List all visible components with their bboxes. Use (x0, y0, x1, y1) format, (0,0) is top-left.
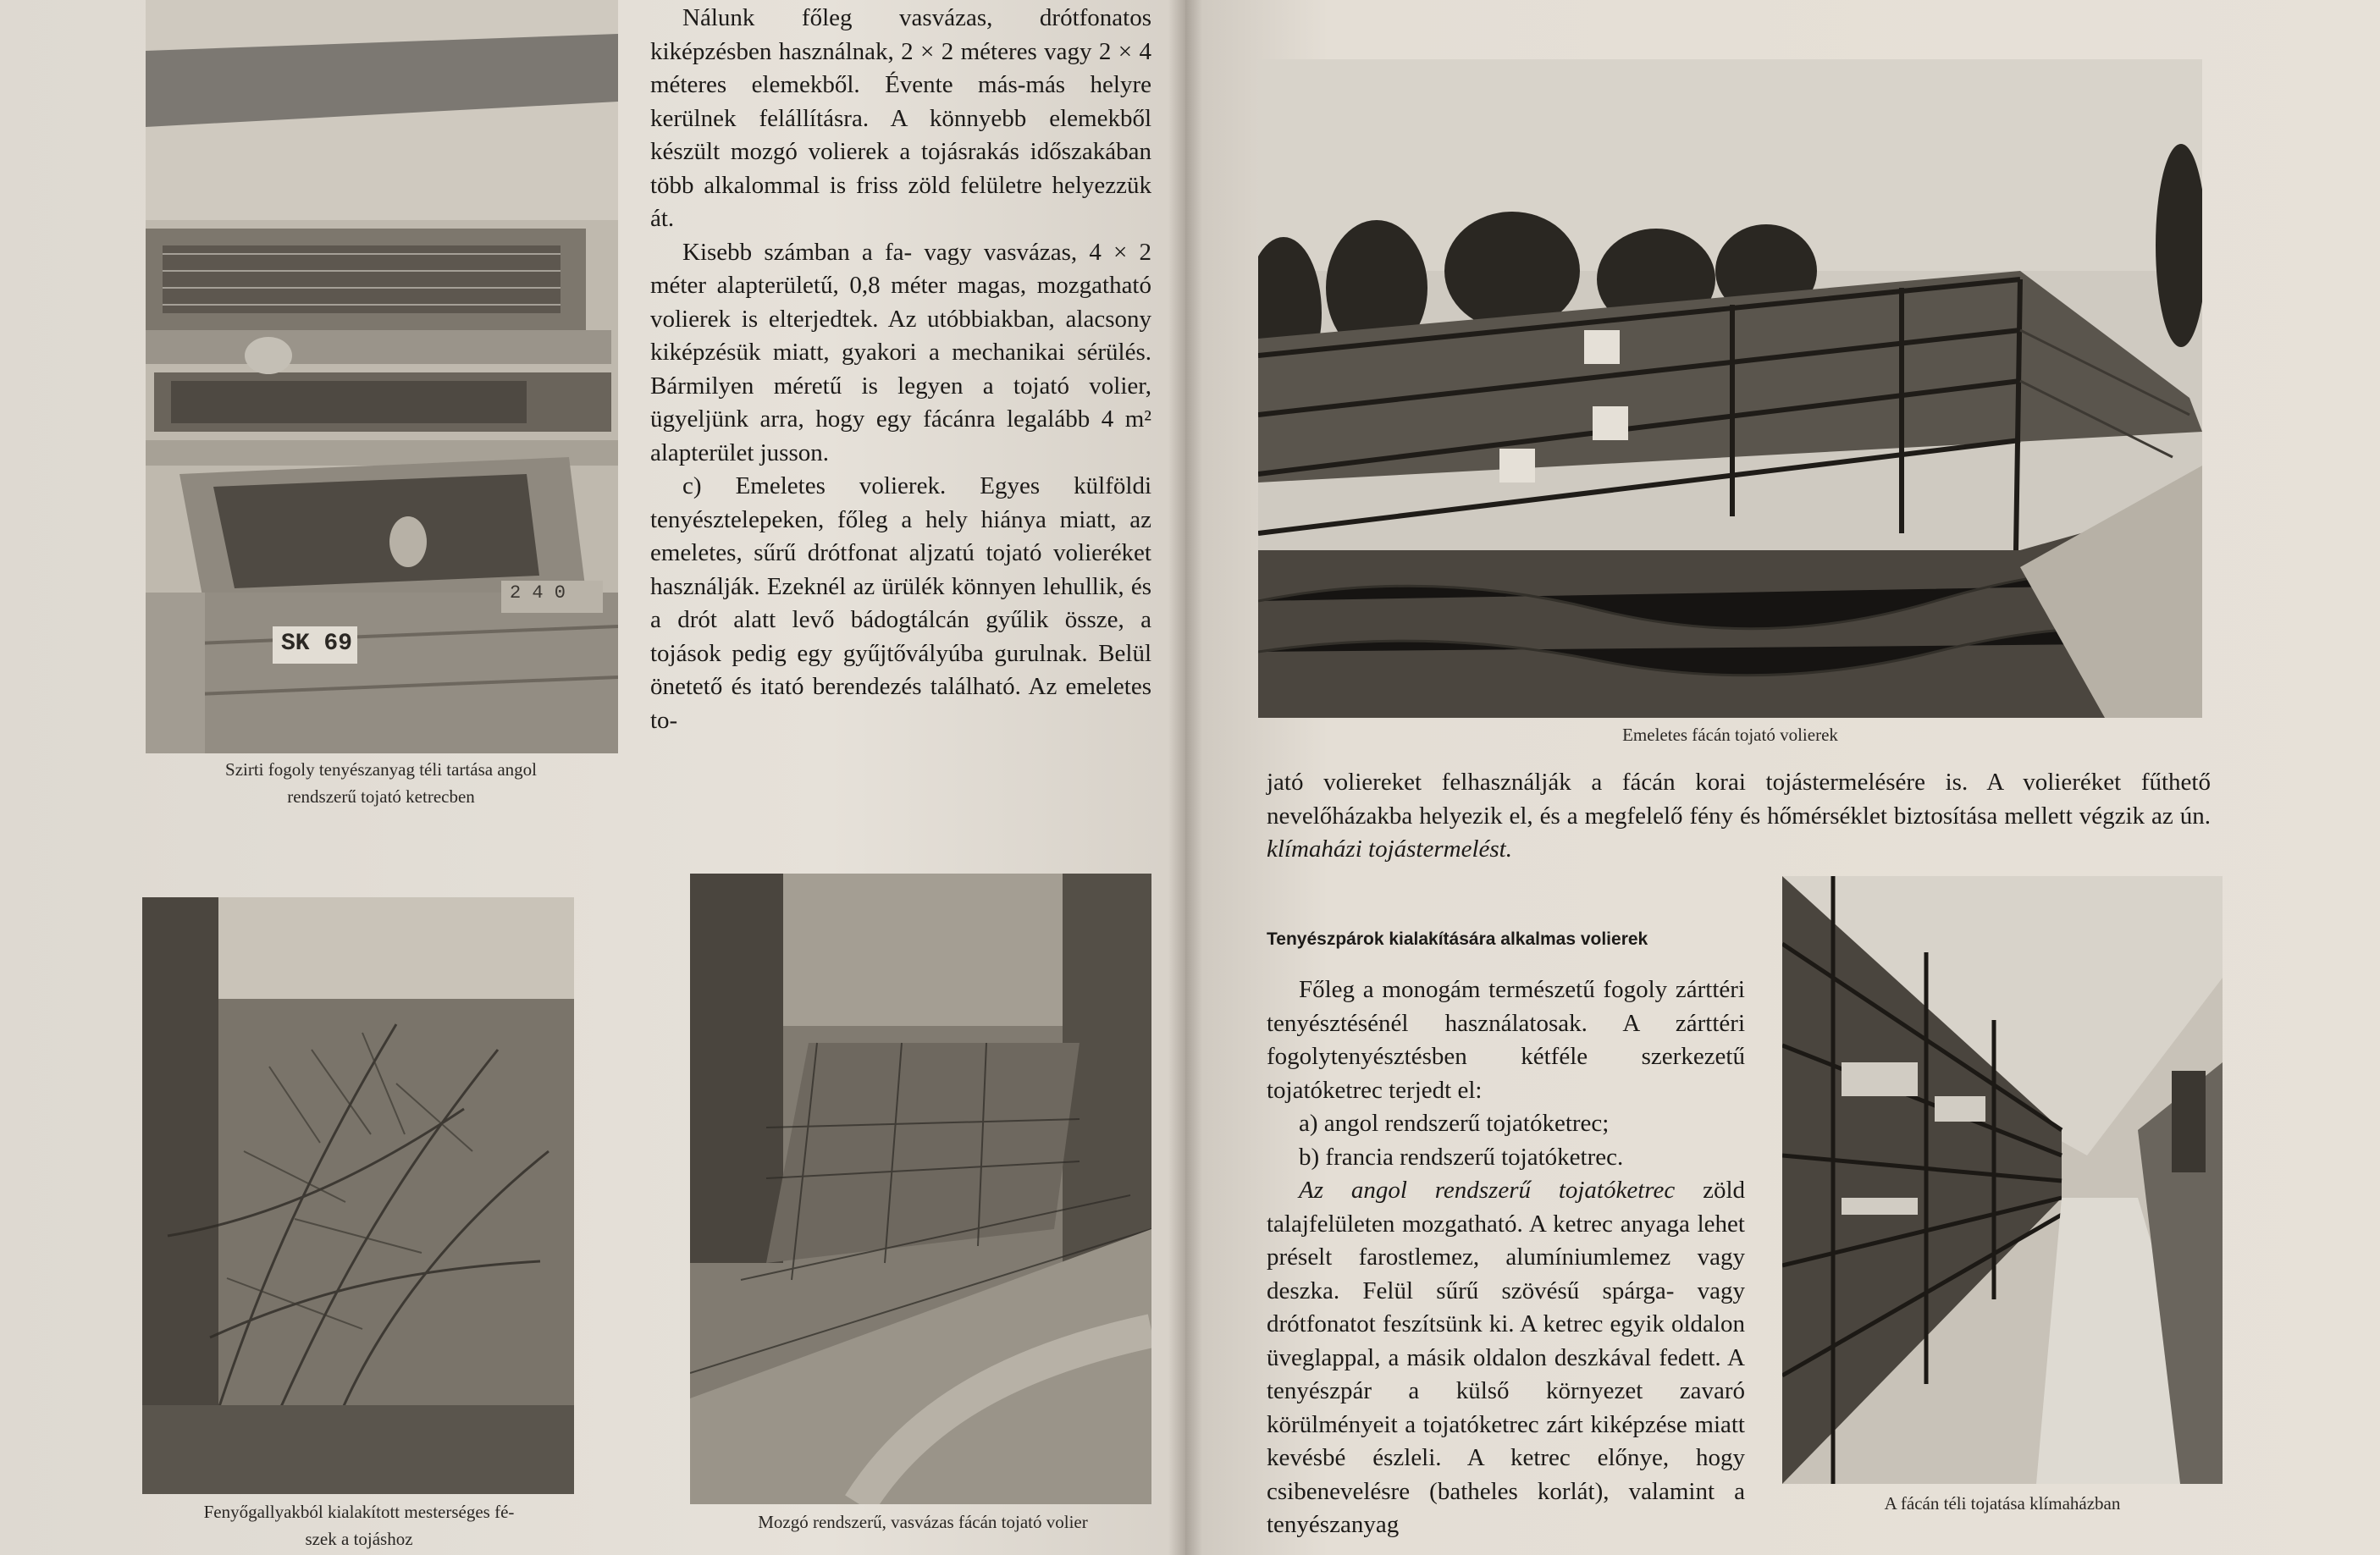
list-item-b: b) francia rendszerű tojatóketrec. (1299, 1143, 1624, 1171)
crate-photo-caption (127, 756, 635, 810)
caption-line: szek a tojáshoz (305, 1529, 413, 1549)
pine-nest-photo (142, 897, 574, 1494)
paragraph: Kisebb számban a fa- vagy vasvázas, 4 × 2 méter alapterületű, 0,8 méter magas, mozgatható volierek is elterjedtek. Az utóbbiakban, alacsony kiképzésük miatt, gyakori a mechanikai sérülés. Bármilyen méretű is legyen a tojató volier, ügyeljünk arra, hogy egy fácánra legalább 4 m² alapterület jusson. (650, 238, 1151, 466)
left-page (0, 0, 1185, 1555)
paragraph: Főleg a monogám természetű fogoly zárttéri tenyésztésénél használatosak. A zárttéri fogolytenyésztésben kétféle szerkezetű tojatóketrec terjedt el: (1267, 976, 1745, 1104)
crate-label-secondary: 2 4 0 (510, 582, 566, 604)
right-text-column (1267, 973, 1745, 1542)
continued-text: jató voliereket felhasználják a fácán korai tojástermelésére is. A volieréket fűthető nevelőházakba helyezik el, és a megfelelő fény és hőmérséklet biztosítása mellett végzik az ún. (1267, 769, 2211, 830)
section-heading: Tenyészpárok kialakítására alkalmas volierek (1267, 929, 1648, 949)
paragraph: Nálunk főleg vasvázas, drótfonatos kiképzésben használnak, 2 × 2 méteres vagy 2 × 4 méteres elemekből. Évente más-más helyre kerülnek felállításra. A könnyebb elemekből készült mozgó volierek a tojásrakás időszakában több alkalommal is friss zöld felületre helyezzük át. (650, 4, 1151, 232)
aviary-caption (669, 1508, 1177, 1536)
storey-aviary-photo (1258, 59, 2202, 718)
list-item-a: a) angol rendszerű tojatóketrec; (1299, 1110, 1610, 1137)
crate-photo (146, 0, 618, 753)
emphasis-text: klímaházi tojástermelést. (1267, 835, 1512, 863)
right-page (1185, 0, 2380, 1555)
caption-line: Szirti fogoly tenyészanyag téli tartása angol (225, 759, 537, 780)
paragraph-text: zöld talajfelületen mozgatható. A ketrec anyaga lehet préselt farostlemez, alumíniumlemez vagy deszka. Felül sűrű szövésű spárga- vagy drótfonatot feszítsünk ki. A ketrec egyik oldalon üveglappal, a másik oldalon deszkával fedett. A tenyészpár a külső környezet zavaró körülményeit a tojatóketrec zárt kiképzése miatt kevésbé észleli. A ketrec előnye, hogy csibenevelésre (batheles korlát), valamint a tenyészanyag (1267, 1177, 1746, 1538)
climate-house-photo (1782, 876, 2223, 1484)
emphasis-text: Az angol rendszerű tojatóketrec (1299, 1177, 1676, 1204)
caption-line: Mozgó rendszerű, vasvázas fácán tojató volier (758, 1512, 1088, 1532)
paragraph: c) Emeletes volierek. Egyes külföldi tenyésztelepeken, főleg a hely hiánya miatt, az emeletes, sűrű drótfonat aljzatú tojató volieréket használják. Ezeknél az ürülék könnyen lehullik, és a drót alatt levő bádogtálcán gyűlik össze, a tojások pedig egy gyűjtővályúba gurulnak. Belül önetető és itató berendezés található. Az emeletes to- (650, 472, 1151, 734)
pine-nest-caption (127, 1498, 591, 1552)
aviary-photo (690, 874, 1151, 1504)
climate-house-caption: A fácán téli tojatása klímaházban (1884, 1493, 2121, 1514)
storey-aviary-caption: Emeletes fácán tojató volierek (1622, 725, 1838, 745)
continued-paragraph (1267, 766, 2211, 867)
caption-line: rendszerű tojató ketrecben (287, 786, 475, 807)
caption-line: Fenyőgallyakból kialakított mesterséges fé- (203, 1502, 515, 1522)
left-text-column (650, 2, 1151, 737)
paragraph (1267, 1174, 1745, 1542)
right-continued-text (1267, 766, 2211, 867)
book-gutter (1168, 0, 1202, 1555)
crate-label: SK 69 (281, 631, 353, 657)
